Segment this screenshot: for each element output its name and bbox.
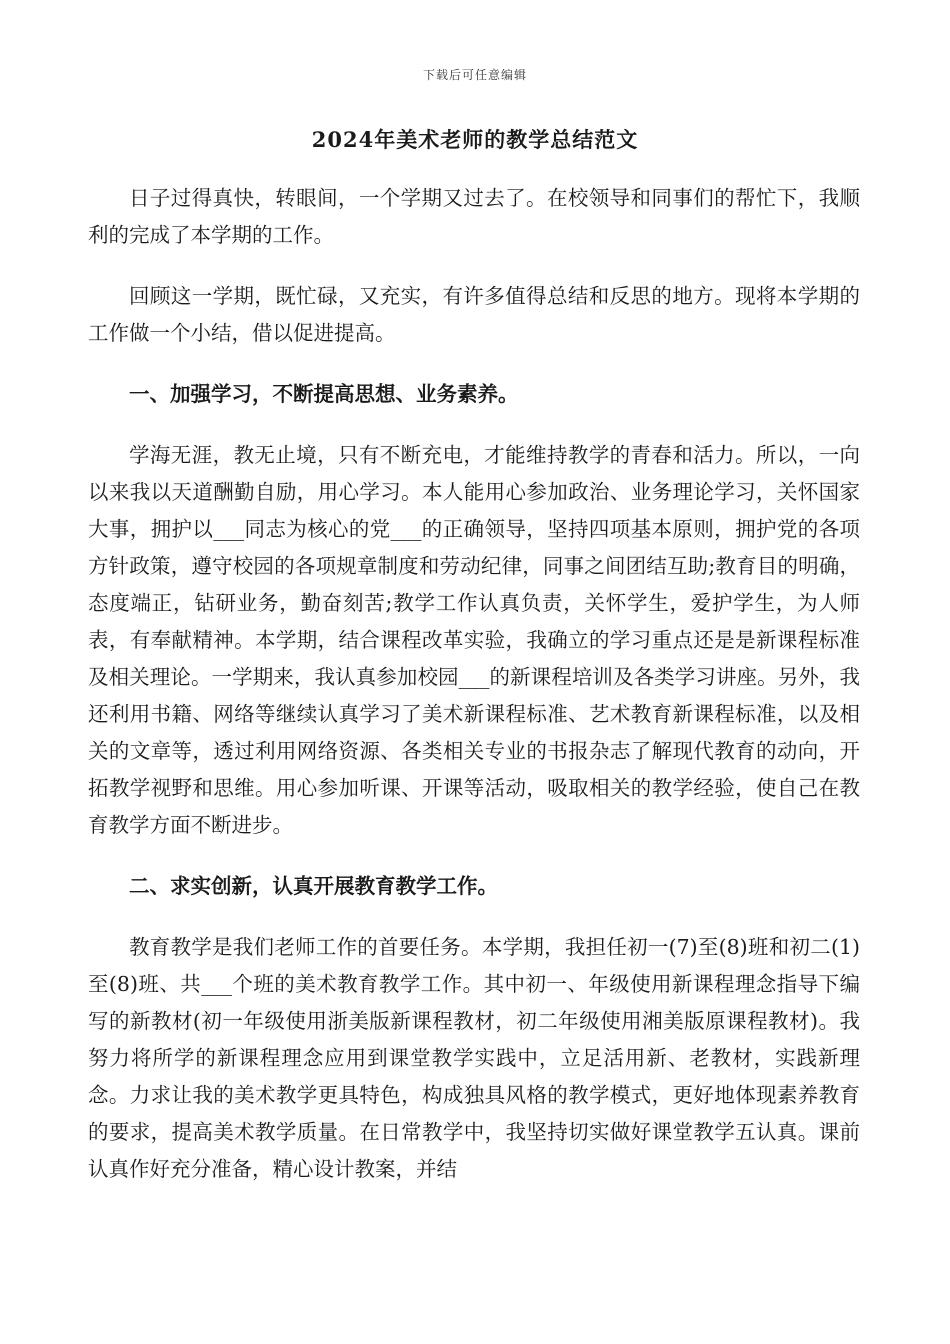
section-2-heading: 二、求实创新，认真开展教育教学工作。	[129, 874, 498, 898]
section-2-paragraph: 教育教学是我们老师工作的首要任务。本学期，我担任初一(7)至(8)班和初二(1)至(8)班、共___个班的美术教育教学工作。其中初一、年级使用新课程理念指导下编写的新教材(初一年级使用浙美版新课程教材，初二年级使用湘美版原课程教材)。我努力将所学的新课程理念应用到课堂教学实践中，立足活用新、老教材，实践新理念。力求让我的美术教学更具特色，构成独具风格的教学模式，更好地体现素养教育的要求，提高美术教学质量。在日常教学中，我坚持切实做好课堂教学五认真。课前认真作好充分准备，精心设计教案，并结	[88, 935, 860, 1181]
document-body	[88, 180, 860, 1212]
section-1-paragraph: 学海无涯，教无止境，只有不断充电，才能维持教学的青春和活力。所以，一向以来我以天道酬勤自励，用心学习。本人能用心参加政治、业务理论学习，关怀国家大事，拥护以___同志为核心的党___的正确领导，坚持四项基本原则，拥护党的各项方针政策，遵守校园的各项规章制度和劳动纪律，同事之间团结互助;教育目的明确，态度端正，钻研业务，勤奋刻苦;教学工作认真负责，关怀学生，爱护学生，为人师表，有奉献精神。本学期，结合课程改革实验，我确立的学习重点还是是新课程标准及相关理论。一学期来，我认真参加校园___的新课程培训及各类学习讲座。另外，我还利用书籍、网络等继续认真学习了美术新课程标准、艺术教育新课程标准，以及相关的文章等，透过利用网络资源、各类相关专业的书报杂志了解现代教育的动向，开拓教学视野和思维。用心参加听课、开课等活动，吸取相关的教学经验，使自己在教育教学方面不断进步。	[88, 443, 860, 837]
intro-paragraph-2: 回顾这一学期，既忙碌，又充实，有许多值得总结和反思的地方。现将本学期的工作做一个小结，借以促进提高。	[88, 284, 860, 345]
download-note: 下载后可任意编辑	[422, 68, 527, 82]
document-title: 2024年美术老师的教学总结范文	[311, 127, 639, 152]
intro-paragraph-1: 日子过得真快，转眼间，一个学期又过去了。在校领导和同事们的帮忙下，我顺利的完成了本学期的工作。	[88, 186, 860, 247]
section-1-heading: 一、加强学习，不断提高思想、业务素养。	[129, 382, 519, 406]
